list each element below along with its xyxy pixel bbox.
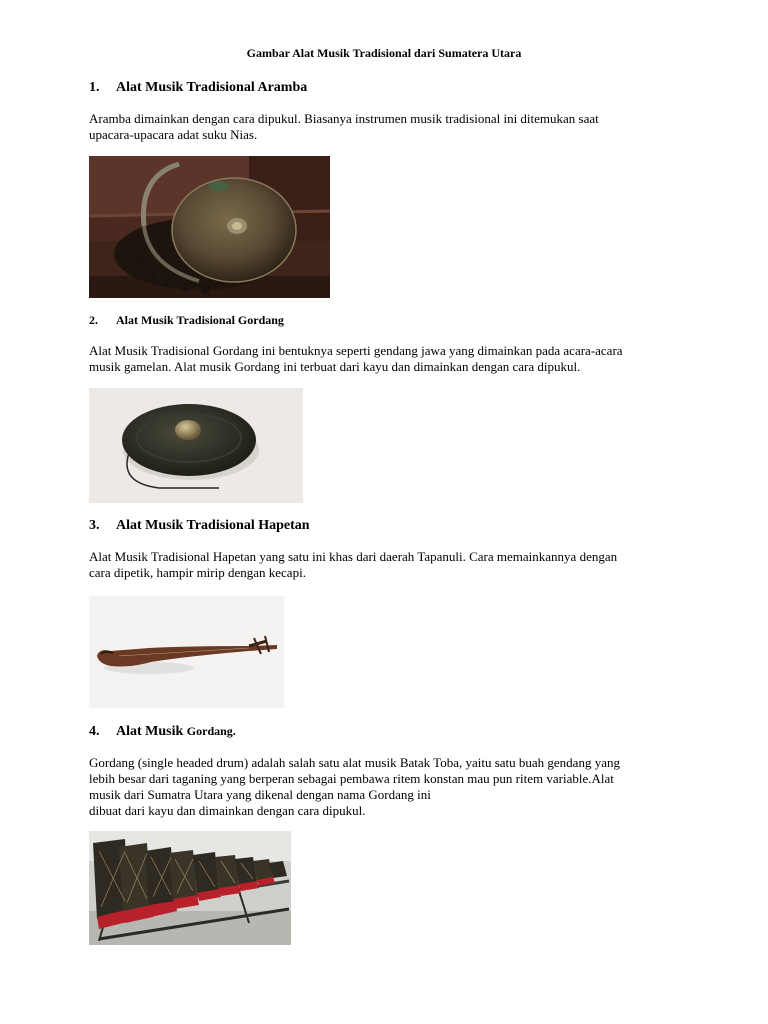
paragraph-line: lebih besar dari taganing yang berperan sebagai pembawa ritem konstan mau pun ritem variable.Alat bbox=[89, 771, 614, 786]
section-2-heading bbox=[89, 313, 284, 328]
document-title: Gambar Alat Musik Tradisional dari Sumatera Utara bbox=[246, 46, 522, 60]
section-2-number: 2. bbox=[89, 313, 98, 327]
paragraph-line: musik dari Sumatra Utara yang dikenal dengan nama Gordang ini bbox=[89, 787, 431, 802]
paragraph-line: musik gamelan. Alat musik Gordang ini terbuat dari kayu dan dimainkan dengan cara dipukul. bbox=[89, 359, 581, 374]
section-4-paragraph bbox=[89, 755, 714, 819]
paragraph-line: Alat Musik Tradisional Gordang ini bentuknya seperti gendang jawa yang dimainkan pada acara-acara bbox=[89, 343, 623, 358]
section-4-title: Alat Musik bbox=[116, 724, 184, 739]
section-2-title: Alat Musik Tradisional Gordang bbox=[116, 313, 284, 327]
hapetan-image bbox=[89, 596, 284, 708]
section-4-title-tail: Gordang. bbox=[186, 724, 236, 738]
gordang-gong-image bbox=[89, 388, 303, 503]
section-4-number: 4. bbox=[89, 724, 100, 739]
section-3-title: Alat Musik Tradisional Hapetan bbox=[116, 518, 310, 533]
section-1-title: Alat Musik Tradisional Aramba bbox=[116, 80, 308, 95]
section-3-number: 3. bbox=[89, 518, 100, 533]
gordang-drums-image bbox=[89, 831, 291, 945]
section-1-number: 1. bbox=[89, 80, 100, 95]
aramba-image bbox=[89, 156, 330, 298]
paragraph-line: cara dipetik, hampir mirip dengan kecapi. bbox=[89, 565, 306, 580]
section-4-heading bbox=[89, 724, 236, 740]
paragraph-line: upacara-upacara adat suku Nias. bbox=[89, 127, 258, 142]
paragraph-line: dibuat dari kayu dan dimainkan dengan cara dipukul. bbox=[89, 803, 366, 818]
section-3-heading bbox=[89, 518, 310, 534]
paragraph-line: Aramba dimainkan dengan cara dipukul. Biasanya instrumen musik tradisional ini ditemukan saat bbox=[89, 111, 599, 126]
paragraph-line: Alat Musik Tradisional Hapetan yang satu ini khas dari daerah Tapanuli. Cara memainkannya dengan bbox=[89, 549, 618, 564]
section-1-heading bbox=[89, 80, 307, 96]
paragraph-line: Gordang (single headed drum) adalah salah satu alat musik Batak Toba, yaitu satu buah gendang yang bbox=[89, 755, 620, 770]
section-2-paragraph bbox=[89, 343, 714, 375]
section-3-paragraph bbox=[89, 549, 714, 581]
section-1-paragraph bbox=[89, 111, 714, 143]
